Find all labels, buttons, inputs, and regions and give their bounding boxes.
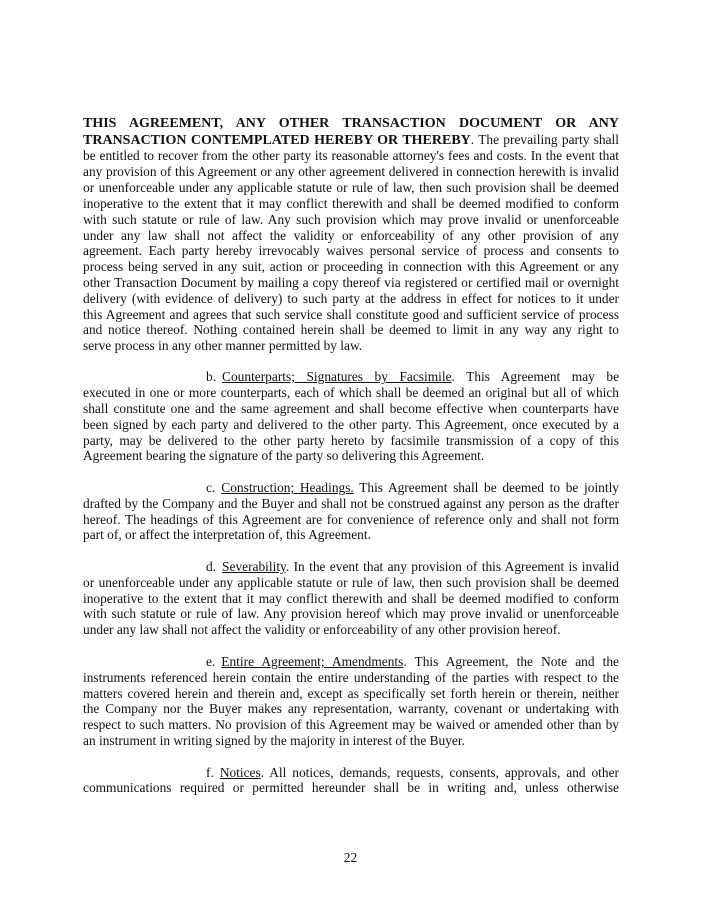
intro-line: or unenforceable under any applicable statute or rule of law, then such provision shall be deemed xyxy=(83,180,619,195)
section-first-line xyxy=(206,654,619,670)
section-line: under any law shall not affect the validity or enforceability of any other provision hereof. xyxy=(83,622,561,637)
section-letter: d. xyxy=(206,559,217,574)
intro-line: delivery (with evidence of delivery) to such party at the address in effect for notices to it under xyxy=(83,291,619,306)
section-heading: Notices xyxy=(219,765,261,780)
section-first-rest: . All notices, demands, requests, consents, approvals, and other xyxy=(260,765,619,780)
section-first-rest: This Agreement shall be deemed to be jointly xyxy=(353,480,619,495)
intro-line: and notice thereof. Nothing contained herein shall be deemed to limit in any way any right to xyxy=(83,322,619,337)
section-first-line xyxy=(206,480,619,496)
section-line: shall constitute one and the same agreement and shall become effective when counterparts have xyxy=(83,401,619,416)
intro-line: inoperative to the extent that it may conflict therewith and shall be deemed modified to conform xyxy=(83,196,619,211)
section-line: drafted by the Company and the Buyer and shall not be construed against any person as the drafter xyxy=(83,496,619,511)
section-line: been signed by each party and delivered to the other party. This Agreement, once executed by a xyxy=(83,417,619,432)
section-first-rest: . This Agreement, the Note and the xyxy=(403,654,619,669)
section-first-rest: . This Agreement may be xyxy=(451,369,620,384)
intro-line-2-rest: . The prevailing party shall xyxy=(470,132,619,147)
section-letter: b. xyxy=(206,369,217,384)
section-first-rest: . In the event that any provision of this Agreement is invalid xyxy=(285,559,619,574)
intro-line: under any law shall not affect the validity or enforceability of any other provision of any xyxy=(83,228,619,243)
section-line: the Company nor the Buyer makes any representation, warranty, covenant or undertaking with xyxy=(83,701,619,716)
section-heading: Entire Agreement; Amendments xyxy=(221,654,404,669)
intro-line: serve process in any other manner permitted by law. xyxy=(83,338,363,353)
section-letter: c. xyxy=(206,480,216,495)
section-first-line xyxy=(206,559,619,575)
intro-line-2 xyxy=(83,132,619,148)
section-line: hereof. The headings of this Agreement are for convenience of reference only and shall not form xyxy=(83,512,619,527)
section-heading: Counterparts; Signatures by Facsimile xyxy=(222,369,452,384)
section-line: or unenforceable under any applicable statute or rule of law, then such provision shall be deemed xyxy=(83,575,619,590)
intro-line: process being served in any suit, action or proceeding in connection with this Agreement or any xyxy=(83,259,619,274)
intro-bold-line-1: THIS AGREEMENT, ANY OTHER TRANSACTION DOCUMENT OR ANY xyxy=(83,116,619,131)
section-line: party, may be delivered to the other party hereto by facsimile transmission of a copy of this xyxy=(83,433,619,448)
section-line: executed in one or more counterparts, each of which shall be deemed an original but all of which xyxy=(83,385,619,400)
section-letter: f. xyxy=(206,765,214,780)
intro-line: other Transaction Document by mailing a copy thereof via registered or certified mail or overnight xyxy=(83,275,619,290)
section-first-line xyxy=(206,765,619,781)
page-number: 22 xyxy=(343,850,358,865)
section-line: part of, or affect the interpretation of, this Agreement. xyxy=(83,527,371,542)
section-line: Agreement bearing the signature of the party so delivering this Agreement. xyxy=(83,448,485,463)
section-line: an instrument in writing signed by the majority in interest of the Buyer. xyxy=(83,733,465,748)
section-heading: Construction; Headings. xyxy=(221,480,354,495)
section-line: communications required or permitted hereunder shall be in writing and, unless otherwise xyxy=(83,780,619,795)
section-first-line xyxy=(206,369,619,385)
intro-line: be entitled to recover from the other party its reasonable attorney's fees and costs. In the event that xyxy=(83,148,619,163)
intro-line: any provision of this Agreement or any other agreement delivered in connection herewith is invalid xyxy=(83,164,619,179)
section-heading: Severability xyxy=(222,559,286,574)
section-line: instruments referenced herein contain the entire understanding of the parties with respect to the xyxy=(83,670,619,685)
section-letter: e. xyxy=(206,654,216,669)
intro-line: with such statute or rule of law. Any such provision which may prove invalid or unenforceable xyxy=(83,212,619,227)
section-line: matters covered herein and therein and, except as specifically set forth herein or therein, neither xyxy=(83,686,619,701)
section-line: with such statute or rule of law. Any provision hereof which may prove invalid or unenforceable xyxy=(83,606,619,621)
section-line: inoperative to the extent that it may conflict therewith and shall be deemed modified to conform xyxy=(83,591,619,606)
intro-line: agreement. Each party hereby irrevocably waives personal service of process and consents to xyxy=(83,243,619,258)
section-line: respect to such matters. No provision of this Agreement may be waived or amended other than by xyxy=(83,717,619,732)
intro-bold-lead: TRANSACTION CONTEMPLATED HEREBY OR THEREBY xyxy=(83,133,471,148)
intro-line: this Agreement and agrees that such service shall constitute good and sufficient service of process xyxy=(83,307,619,322)
